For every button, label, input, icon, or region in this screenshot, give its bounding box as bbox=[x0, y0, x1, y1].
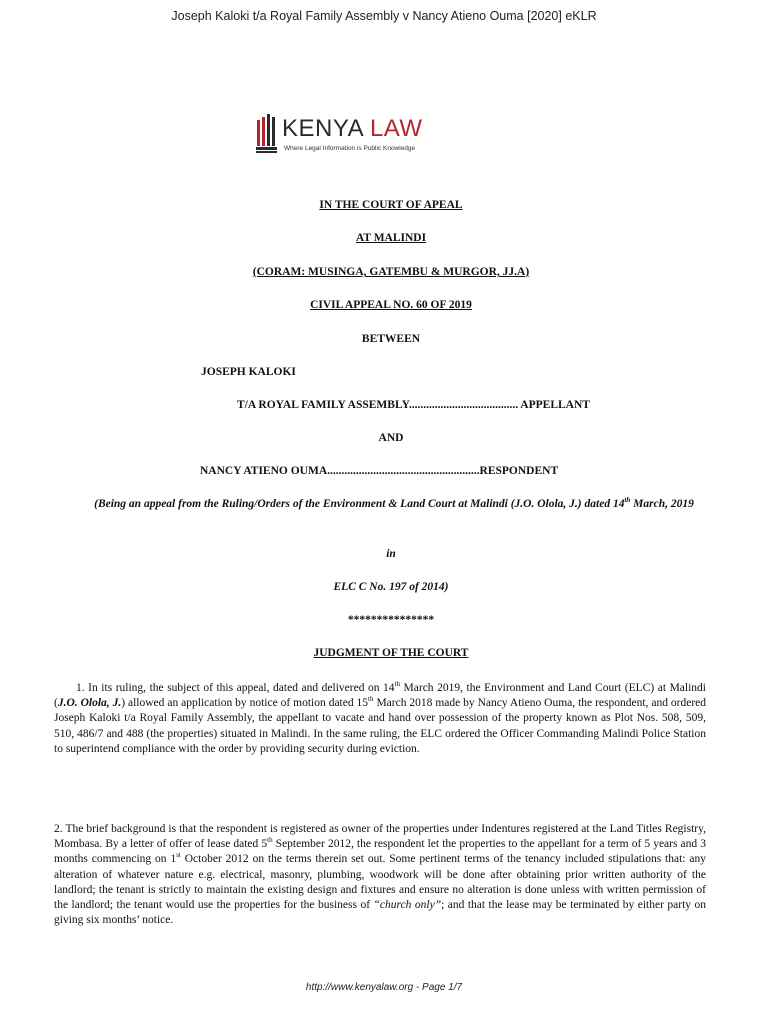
court-location: AT MALINDI bbox=[355, 232, 427, 244]
between-label: BETWEEN bbox=[361, 333, 421, 345]
running-header: Joseph Kaloki t/a Royal Family Assembly v Nancy Atieno Ouma [2020] eKLR bbox=[171, 9, 597, 23]
coram: (CORAM: MUSINGA, GATEMBU & MURGOR, JJ.A) bbox=[252, 266, 530, 278]
paragraph-2: 2. The brief background is that the respondent is registered as owner of the properties under Indentures registered at the Land Titles Registry, Mombasa. By a letter of offer of lease dated 5th September 2012, the respondent let the properties to the appellant for a term of 5 years and 3 months commencing on 1st October 2012 on the terms therein set out. Some pertinent terms of the tenancy included stipulations that: any alteration of whatever nature e.g. electrical, masonry, plumbing, woodwork will be done after obtaining prior written authority of the landlord; the tenant is strictly to maintain the existing design and fixtures and ensure no alteration is done unless with written permission of the landlord; the tenant would use the properties for the business of “church only”; and that the lease may be terminated by either party on giving six months’ notice. bbox=[54, 823, 707, 927]
appeal-from: (Being an appeal from the Ruling/Orders of the Environment & Land Court at Malindi (J.O. Olola, J.) dated 14th March, 2019 bbox=[94, 496, 694, 510]
page-footer: http://www.kenyalaw.org - Page 1/7 bbox=[305, 982, 463, 993]
paragraph-1: 1. In its ruling, the subject of this appeal, dated and delivered on 14th March 2019, the Environment and Land Court (ELC) at Malindi (J.O. Olola, J.) allowed an application by notice of motion dated 15th March 2018 made by Nancy Atieno Ouma, the respondent, and ordered Joseph Kaloki t/a Royal Family Assembly, the appellant to vacate and hand over possession of the property known as Plot Nos. 508, 509, 510, 486/7 and 488 (the properties) situated in Malindi. In the same ruling, the ELC ordered the Officer Commanding Malindi Police Station to superintend compliance with the order by providing security during eviction. bbox=[54, 680, 707, 755]
kenya-law-logo bbox=[256, 112, 476, 158]
logo-wordmark: KENYA LAW bbox=[282, 115, 423, 142]
in-label: in bbox=[386, 548, 396, 560]
respondent-line: NANCY ATIENO OUMA.....................................................RESPONDENT bbox=[200, 465, 559, 477]
appellant-name: JOSEPH KALOKI bbox=[201, 366, 296, 378]
logo-tagline: Where Legal Information is Public Knowledge bbox=[284, 145, 416, 152]
separator-stars: *************** bbox=[347, 614, 435, 626]
pillars-icon bbox=[256, 114, 280, 154]
appellant-line: T/A ROYAL FAMILY ASSEMBLY...................................... APPELLANT bbox=[237, 399, 590, 411]
court-heading: IN THE COURT OF APEAL bbox=[319, 199, 463, 211]
and-label: AND bbox=[378, 432, 404, 444]
judgment-heading: JUDGMENT OF THE COURT bbox=[313, 647, 469, 659]
appeal-number: CIVIL APPEAL NO. 60 OF 2019 bbox=[310, 299, 472, 311]
elc-case: ELC C No. 197 of 2014) bbox=[333, 581, 449, 593]
